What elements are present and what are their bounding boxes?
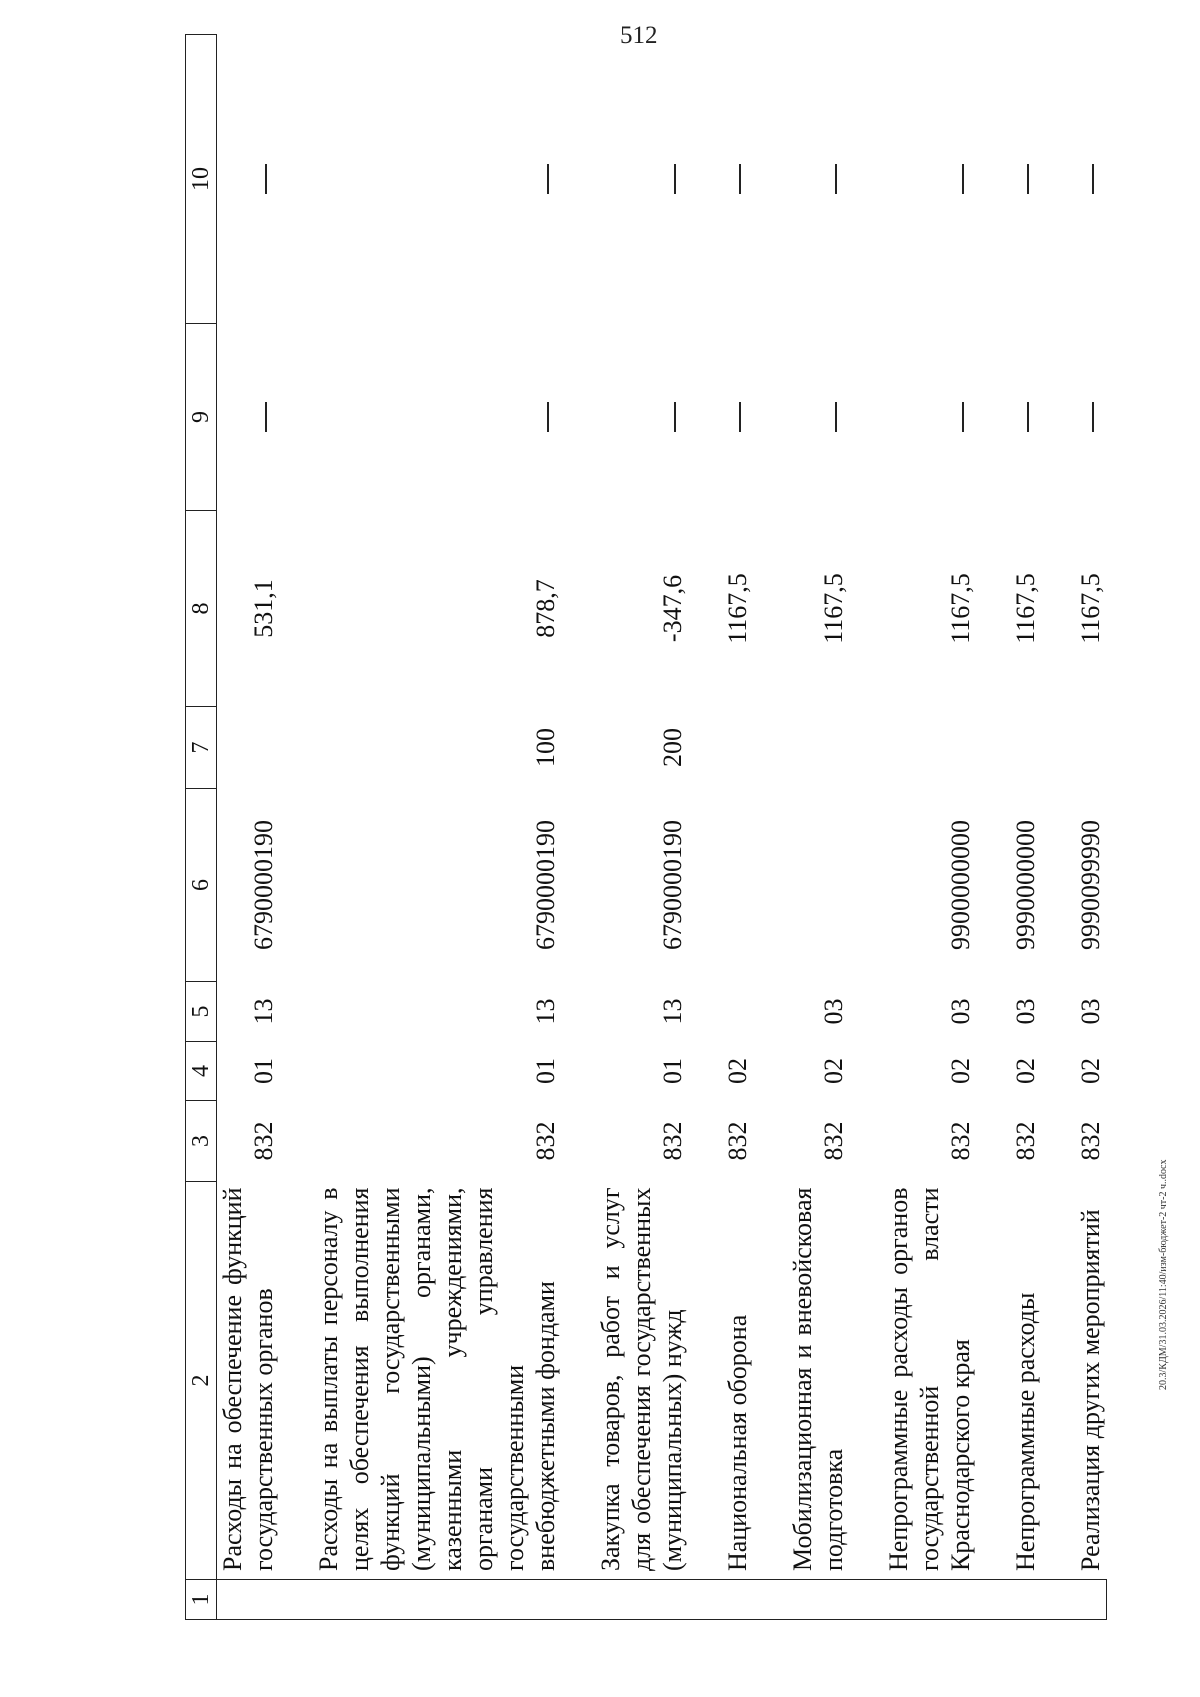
cell-c9-dash bbox=[1010, 324, 1041, 511]
cell-c5: 03 bbox=[1076, 998, 1105, 1025]
cell-c5: 03 bbox=[946, 998, 975, 1025]
table-header-row bbox=[186, 35, 217, 1620]
row-description: Национальная оборона bbox=[723, 1314, 752, 1571]
cell-c9-dash bbox=[722, 324, 753, 511]
cell-c6 bbox=[722, 789, 753, 982]
cell-c7: 200 bbox=[658, 728, 687, 767]
dash-mark bbox=[835, 402, 837, 432]
dash-mark bbox=[265, 402, 267, 432]
column-header: 7 bbox=[186, 707, 217, 789]
cell-amount: 1167,5 bbox=[946, 573, 975, 644]
dash-mark bbox=[547, 164, 549, 194]
cell-c6: 6790000190 bbox=[249, 820, 278, 950]
budget-table-container bbox=[185, 35, 1105, 1620]
dash-mark bbox=[1027, 402, 1029, 432]
cell-c10-dash bbox=[1010, 35, 1041, 324]
cell-c9-dash bbox=[787, 324, 849, 511]
dash-mark bbox=[739, 402, 741, 432]
row-index-cell bbox=[722, 1580, 753, 1620]
cell-c7 bbox=[883, 707, 976, 789]
cell-c10-dash bbox=[313, 35, 561, 324]
row-description: Непрограммные расходы органов государственной власти Краснодарского края bbox=[884, 1187, 975, 1571]
cell-c3: 832 bbox=[531, 1121, 560, 1161]
cell-amount: 1167,5 bbox=[1011, 573, 1040, 644]
row-index-cell bbox=[1010, 1580, 1041, 1620]
cell-amount: 531,1 bbox=[249, 579, 278, 638]
row-index-cell bbox=[787, 1580, 849, 1620]
dash-mark bbox=[962, 164, 964, 194]
column-header: 1 bbox=[186, 1580, 217, 1620]
cell-c4: 01 bbox=[658, 1058, 687, 1084]
cell-c3: 832 bbox=[1076, 1121, 1105, 1161]
cell-c5: 13 bbox=[658, 998, 687, 1025]
row-description: Расходы на обеспечение функций государственных органов bbox=[218, 1187, 278, 1571]
table-row bbox=[217, 35, 280, 1620]
table-row bbox=[313, 35, 561, 1620]
cell-c7 bbox=[1075, 707, 1106, 789]
cell-c3: 832 bbox=[249, 1121, 278, 1161]
dash-mark bbox=[835, 164, 837, 194]
row-description: Реализация других мероприятий bbox=[1076, 1209, 1105, 1571]
cell-c3: 832 bbox=[658, 1121, 687, 1161]
dash-mark bbox=[674, 164, 676, 194]
table-row bbox=[787, 35, 849, 1620]
cell-c6: 6790000190 bbox=[531, 820, 560, 950]
cell-c10-dash bbox=[787, 35, 849, 324]
table-row bbox=[1075, 35, 1106, 1620]
dash-mark bbox=[1092, 164, 1094, 194]
cell-amount: 1167,5 bbox=[1076, 573, 1105, 644]
cell-c10-dash bbox=[1075, 35, 1106, 324]
cell-c4: 02 bbox=[946, 1058, 975, 1084]
cell-c7 bbox=[1010, 707, 1041, 789]
cell-c5: 03 bbox=[819, 998, 848, 1025]
cell-c5 bbox=[722, 982, 753, 1042]
cell-c4: 01 bbox=[249, 1058, 278, 1084]
cell-c10-dash bbox=[883, 35, 976, 324]
row-index-cell bbox=[217, 1580, 280, 1620]
cell-c6: 9990099990 bbox=[1076, 820, 1105, 950]
cell-c9-dash bbox=[1075, 324, 1106, 511]
column-header: 6 bbox=[186, 789, 217, 982]
column-header: 3 bbox=[186, 1101, 217, 1182]
cell-amount: 1167,5 bbox=[723, 573, 752, 644]
column-header: 2 bbox=[186, 1182, 217, 1580]
dash-mark bbox=[265, 164, 267, 194]
cell-c4: 02 bbox=[1011, 1058, 1040, 1084]
column-header: 5 bbox=[186, 982, 217, 1042]
cell-c6 bbox=[787, 789, 849, 982]
table-row bbox=[595, 35, 688, 1620]
page-number: 512 bbox=[620, 22, 658, 49]
column-header: 10 bbox=[186, 35, 217, 324]
column-header: 9 bbox=[186, 324, 217, 511]
cell-c6: 9990000000 bbox=[1011, 820, 1040, 950]
column-header: 8 bbox=[186, 511, 217, 707]
cell-c3: 832 bbox=[946, 1121, 975, 1161]
cell-amount: 878,7 bbox=[531, 579, 560, 638]
cell-c4: 01 bbox=[531, 1058, 560, 1084]
cell-c9-dash bbox=[217, 324, 280, 511]
cell-amount: 1167,5 bbox=[819, 573, 848, 644]
dash-mark bbox=[547, 402, 549, 432]
row-description: Непрограммные расходы bbox=[1011, 1292, 1040, 1571]
dash-mark bbox=[674, 402, 676, 432]
cell-c4: 02 bbox=[723, 1058, 752, 1084]
cell-c10-dash bbox=[217, 35, 280, 324]
document-reference: 20.3/КДМ/31.03.2026/11:40/изм-бюджет-2 чт-2 ч..docx bbox=[1158, 1159, 1169, 1390]
dash-mark bbox=[962, 402, 964, 432]
cell-c5: 13 bbox=[531, 998, 560, 1025]
row-index-cell bbox=[595, 1580, 688, 1620]
cell-c7 bbox=[722, 707, 753, 789]
cell-c3: 832 bbox=[819, 1121, 848, 1161]
row-description: Расходы на выплаты персоналу в целях обеспечения выполнения функций государственными (муниципальными) органами, казенными учреждениями, органами управления государственными внебюджетными фондами bbox=[314, 1187, 560, 1571]
cell-c5: 03 bbox=[1011, 998, 1040, 1025]
row-index-cell bbox=[883, 1580, 976, 1620]
row-description: Мобилизационная и вневойсковая подготовка bbox=[788, 1187, 848, 1571]
table-row bbox=[883, 35, 976, 1620]
cell-c7 bbox=[217, 707, 280, 789]
table-row bbox=[722, 35, 753, 1620]
table-row bbox=[1010, 35, 1041, 1620]
cell-c7 bbox=[787, 707, 849, 789]
cell-c5: 13 bbox=[249, 998, 278, 1025]
cell-c3: 832 bbox=[723, 1121, 752, 1161]
cell-c3: 832 bbox=[1011, 1121, 1040, 1161]
cell-c9-dash bbox=[595, 324, 688, 511]
cell-c9-dash bbox=[313, 324, 561, 511]
column-header: 4 bbox=[186, 1042, 217, 1101]
row-index-cell bbox=[313, 1580, 561, 1620]
row-description: Закупка товаров, работ и услуг для обеспечения государственных (муниципальных) нужд bbox=[596, 1187, 687, 1571]
cell-c6: 9900000000 bbox=[946, 820, 975, 950]
cell-c6: 6790000190 bbox=[658, 820, 687, 950]
dash-mark bbox=[1092, 402, 1094, 432]
cell-c4: 02 bbox=[819, 1058, 848, 1084]
cell-amount: -347,6 bbox=[658, 574, 687, 643]
cell-c4: 02 bbox=[1076, 1058, 1105, 1084]
budget-table bbox=[185, 34, 1107, 1620]
dash-mark bbox=[739, 164, 741, 194]
cell-c10-dash bbox=[722, 35, 753, 324]
row-index-cell bbox=[1075, 1580, 1106, 1620]
cell-c7: 100 bbox=[531, 728, 560, 767]
dash-mark bbox=[1027, 164, 1029, 194]
cell-c9-dash bbox=[883, 324, 976, 511]
cell-c10-dash bbox=[595, 35, 688, 324]
